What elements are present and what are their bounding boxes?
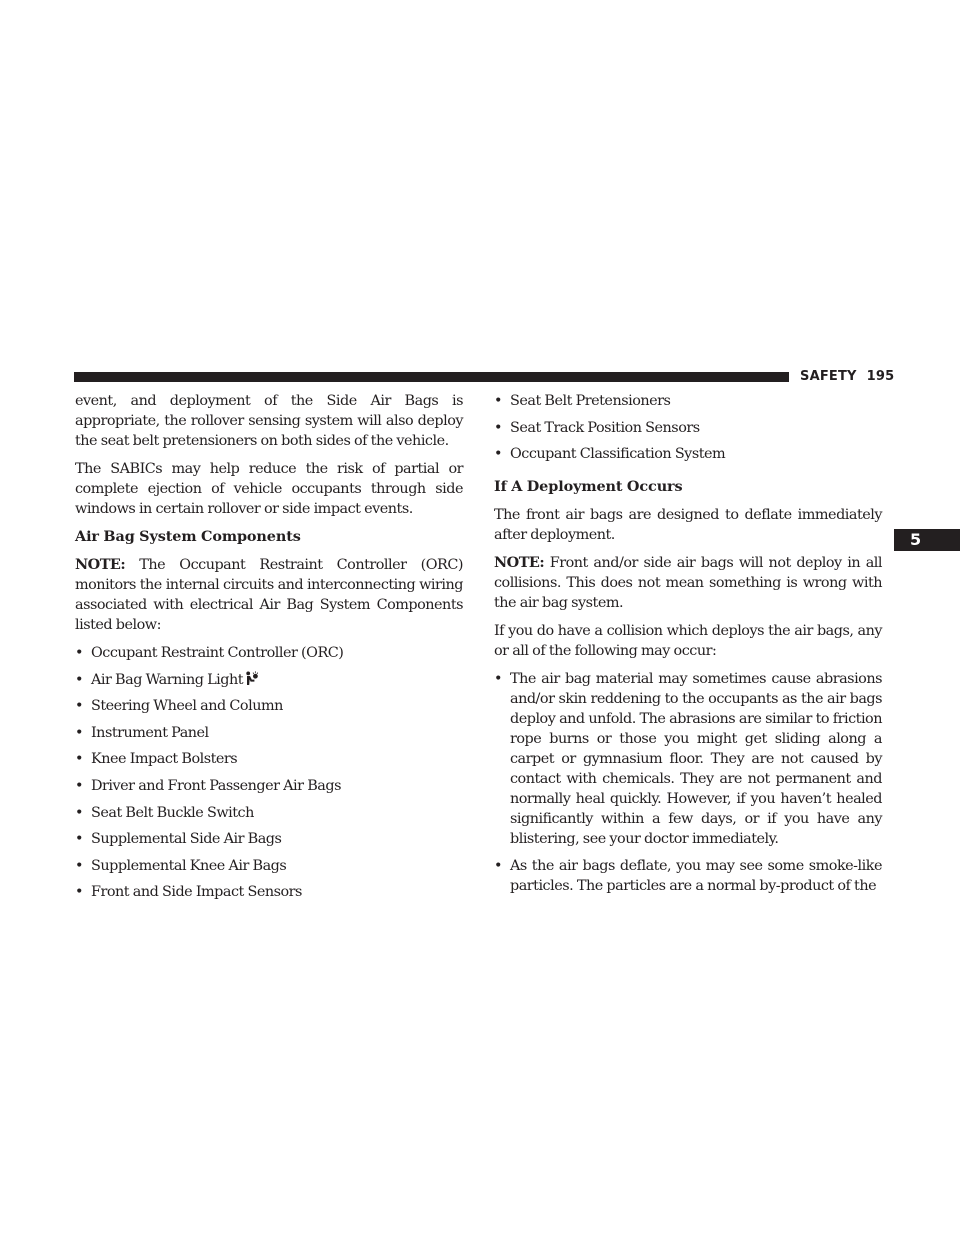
- running-header: [800, 369, 894, 385]
- left-column: [75, 391, 463, 909]
- components-list: [75, 643, 463, 902]
- header-rule: [74, 372, 789, 382]
- right-column: [494, 391, 882, 903]
- list-item-label: Air Bag Warning Light: [91, 671, 244, 688]
- deployment-heading: If A Deployment Occurs: [494, 478, 683, 495]
- list-item: • Supplemental Side Air Bags: [75, 829, 463, 849]
- list-item: • Supplemental Knee Air Bags: [75, 856, 463, 876]
- deployment-note: [494, 553, 882, 613]
- page-number: 195: [866, 369, 895, 384]
- list-item: • Seat Belt Pretensioners: [494, 391, 882, 411]
- components-list-continued: [494, 391, 882, 464]
- section-title: SAFETY: [800, 369, 857, 384]
- chapter-tab[interactable]: 5: [894, 529, 960, 551]
- list-item: • Seat Belt Buckle Switch: [75, 803, 463, 823]
- list-item: • Occupant Classification System: [494, 444, 882, 464]
- list-item: • Knee Impact Bolsters: [75, 749, 463, 769]
- airbag-warning-icon: [245, 671, 258, 686]
- sabic-paragraph: The SABICs may help reduce the risk of partial or complete ejection of vehicle occupants through side windows in certain rollover or side impact events.: [75, 461, 463, 517]
- components-note: [75, 555, 463, 635]
- list-item: • The air bag material may sometimes cause abrasions and/or skin reddening to the occupants as the air bags deploy and unfold. The abrasions are similar to friction rope burns or those you might get sliding along a carpet or gymnasium floor. They are not caused by contact with chemicals. They are not permanent and normally heal quickly. However, if you haven’t healed significantly within a few days, or if you have any blistering, see your doctor immediately.: [494, 669, 882, 849]
- list-item: • Front and Side Impact Sensors: [75, 882, 463, 902]
- list-item-warning-light: [75, 670, 463, 690]
- continuation-paragraph: event, and deployment of the Side Air Bags is appropriate, the rollover sensing system will also deploy the seat belt pretensioners on both sides of the vehicle.: [75, 393, 463, 449]
- list-item: • Seat Track Position Sensors: [494, 418, 882, 438]
- components-heading: Air Bag System Components: [75, 528, 301, 545]
- note-text: The Occupant Restraint Controller (ORC) monitors the internal circuits and interconnecting wiring associated with electrical Air Bag System Components listed below:: [75, 557, 463, 633]
- list-item: • Instrument Panel: [75, 723, 463, 743]
- list-item: • Driver and Front Passenger Air Bags: [75, 776, 463, 796]
- collision-paragraph: If you do have a collision which deploys the air bags, any or all of the following may occur:: [494, 623, 882, 659]
- list-item: • Occupant Restraint Controller (ORC): [75, 643, 463, 663]
- deployment-paragraph: The front air bags are designed to deflate immediately after deployment.: [494, 507, 882, 543]
- note-label: NOTE:: [494, 554, 545, 571]
- note-label: NOTE:: [75, 556, 126, 573]
- list-item: • As the air bags deflate, you may see some smoke-like particles. The particles are a normal by-product of the: [494, 856, 882, 896]
- effects-list: [494, 669, 882, 896]
- list-item: • Steering Wheel and Column: [75, 696, 463, 716]
- note-text: Front and/or side air bags will not deploy in all collisions. This does not mean something is wrong with the air bag system.: [494, 555, 882, 611]
